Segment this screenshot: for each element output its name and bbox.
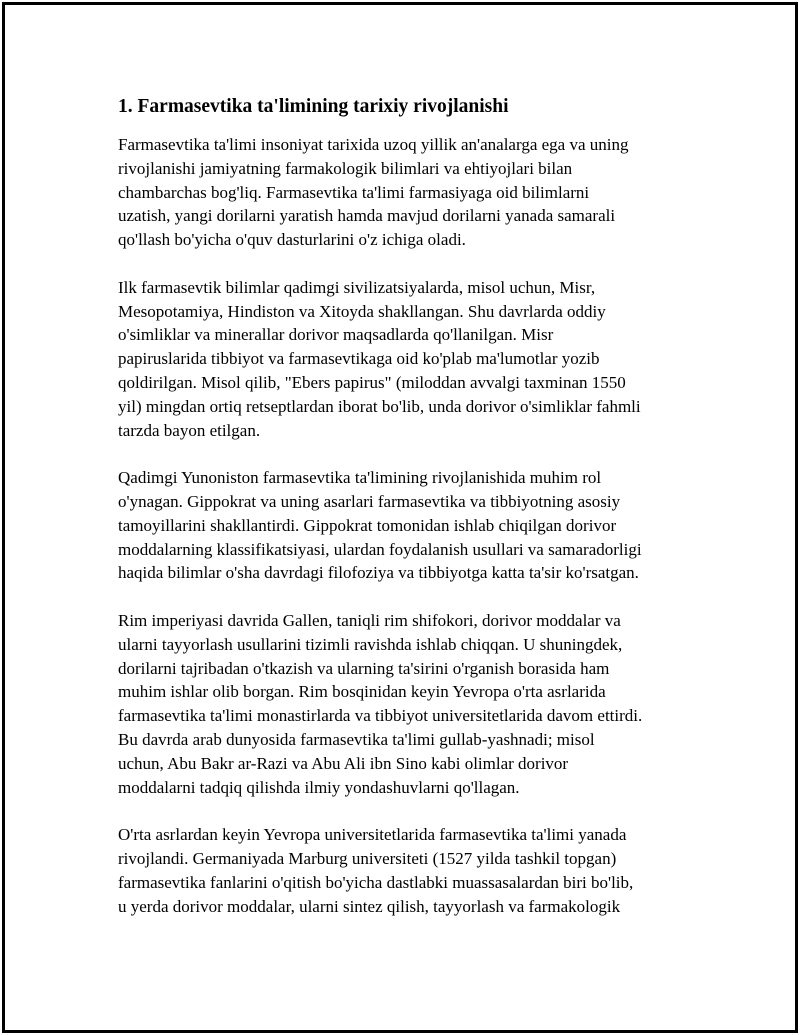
text-line: dorilarni tajribadan o'tkazish va ularning ta'sirini o'rganish borasida ham — [118, 658, 610, 678]
text-line: ularni tayyorlash usullarini tizimli ravishda ishlab chiqqan. U shuningdek, — [118, 634, 623, 654]
text-line: uchun, Abu Bakr ar-Razi va Abu Ali ibn Sino kabi olimlar dorivor — [118, 753, 569, 773]
text-line: farmasevtika ta'limi monastirlarda va tibbiyot universitetlarida davom ettirdi. — [118, 706, 643, 726]
text-line: o'ynagan. Gippokrat va uning asarlari farmasevtika va tibbiyotning asosiy — [118, 491, 621, 511]
text-line: Ilk farmasevtik bilimlar qadimgi sivilizatsiyalarda, misol uchun, Misr, — [118, 277, 596, 297]
text-line: tarzda bayon etilgan. — [118, 420, 261, 440]
text-line: haqida bilimlar o'sha davrdagi filofoziya va tibbiyotga katta ta'sir ko'rsatgan. — [118, 563, 639, 583]
text-line: Qadimgi Yunoniston farmasevtika ta'limining rivojlanishida muhim rol — [118, 468, 602, 488]
text-line: rivojlandi. Germaniyada Marburg universiteti (1527 yilda tashkil topgan) — [118, 848, 617, 868]
text-line: moddalarning klassifikatsiyasi, ulardan foydalanish usullari va samaradorligi — [118, 539, 642, 559]
text-line: Rim imperiyasi davrida Gallen, taniqli rim shifokori, dorivor moddalar va — [118, 610, 621, 630]
text-line: o'simliklar va minerallar dorivor maqsadlarda qo'llanilgan. Misr — [118, 325, 554, 345]
text-line: uzatish, yangi dorilarni yaratish hamda mavjud dorilarni yanada samarali — [118, 206, 616, 226]
text-line: tamoyillarini shakllantirdi. Gippokrat tomonidan ishlab chiqilgan dorivor — [118, 515, 617, 535]
paragraph-4 — [118, 609, 693, 799]
text-line: moddalarni tadqiq qilishda ilmiy yondashuvlarni qo'llagan. — [118, 777, 520, 797]
text-line: Farmasevtika ta'limi insoniyat tarixida uzoq yillik an'analarga ega va uning — [118, 135, 629, 154]
text-line: u yerda dorivor moddalar, ularni sintez qilish, tayyorlash va farmakologik — [118, 896, 621, 916]
text-line: qo'llash bo'yicha o'quv dasturlarini o'z ichiga oladi. — [118, 230, 466, 250]
text-line: muhim ishlar olib borgan. Rim bosqinidan keyin Yevropa o'rta asrlarida — [118, 682, 606, 702]
text-line: farmasevtika fanlarini o'qitish bo'yicha dastlabki muassasalardan biri bo'lib, — [118, 872, 634, 892]
text-line: Mesopotamiya, Hindiston va Xitoyda shakllangan. Shu davrlarda oddiy — [118, 301, 606, 321]
section-heading: 1. Farmasevtika ta'limining tarixiy rivojlanishi — [118, 96, 509, 117]
text-line: O'rta asrlardan keyin Yevropa universitetlarida farmasevtika ta'limi yanada — [118, 825, 627, 845]
text-line: rivojlanishi jamiyatning farmakologik bilimlari va ehtiyojlari bilan — [118, 158, 573, 178]
text-line: Bu davrda arab dunyosida farmasevtika ta'limi gullab-yashnadi; misol — [118, 729, 595, 749]
paragraph-1 — [118, 133, 693, 252]
text-line: yil) mingdan ortiq retseptlardan iborat bo'lib, unda dorivor o'simliklar fahmli — [118, 396, 641, 416]
paragraph-2 — [118, 276, 693, 443]
text-line: papiruslarida tibbiyot va farmasevtikaga oid ko'plab ma'lumotlar yozib — [118, 349, 600, 369]
paragraph-3 — [118, 466, 693, 585]
text-line: chambarchas bog'liq. Farmasevtika ta'limi farmasiyaga oid bilimlarni — [118, 182, 590, 202]
document-body — [118, 94, 693, 942]
paragraph-5 — [118, 823, 693, 918]
text-line: qoldirilgan. Misol qilib, "Ebers papirus" (miloddan avvalgi taxminan 1550 — [118, 372, 626, 392]
